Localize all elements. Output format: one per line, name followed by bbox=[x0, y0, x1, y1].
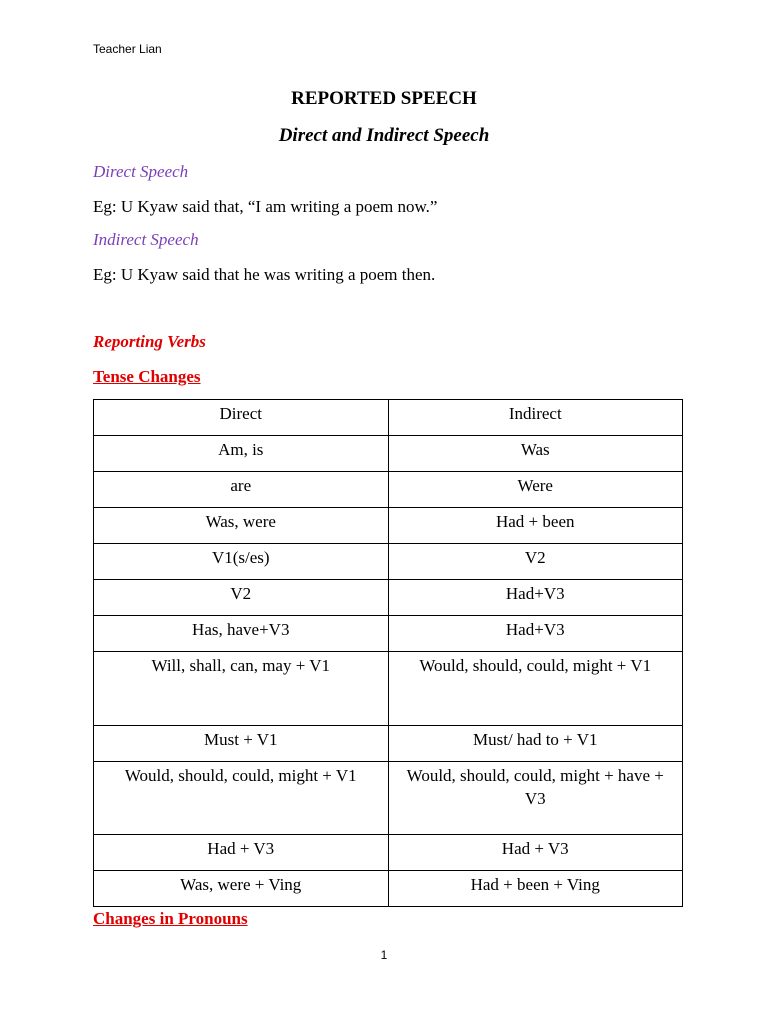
table-row bbox=[94, 436, 683, 472]
table-row bbox=[94, 472, 683, 508]
table-cell-direct: are bbox=[94, 472, 389, 508]
table-cell-direct: Had + V3 bbox=[94, 835, 389, 871]
table-cell-indirect: Had+V3 bbox=[388, 580, 683, 616]
table-cell-direct: Was, were + Ving bbox=[94, 871, 389, 907]
page-number: 1 bbox=[380, 948, 388, 962]
header-note: Teacher Lian bbox=[93, 42, 162, 56]
table-cell-indirect: Was bbox=[388, 436, 683, 472]
table-row bbox=[94, 726, 683, 762]
table-cell-indirect: V2 bbox=[388, 544, 683, 580]
table-cell-direct: Will, shall, can, may + V1 bbox=[94, 652, 389, 726]
tense-changes-table bbox=[93, 399, 683, 907]
page-title: REPORTED SPEECH bbox=[291, 88, 477, 109]
table-cell-direct: Must + V1 bbox=[94, 726, 389, 762]
table-row bbox=[94, 580, 683, 616]
table-header-row bbox=[94, 400, 683, 436]
tense-changes-heading: Tense Changes bbox=[93, 367, 201, 386]
table-header-cell: Indirect bbox=[388, 400, 683, 436]
table-cell-indirect: Would, should, could, might + have + V3 bbox=[388, 762, 683, 835]
table-header-cell: Direct bbox=[94, 400, 389, 436]
table-cell-direct: Was, were bbox=[94, 508, 389, 544]
pronoun-changes-heading: Changes in Pronouns bbox=[93, 909, 248, 928]
table-row bbox=[94, 508, 683, 544]
table-row bbox=[94, 835, 683, 871]
indirect-speech-example: Eg: U Kyaw said that he was writing a poem then. bbox=[93, 265, 436, 284]
table-cell-direct: Am, is bbox=[94, 436, 389, 472]
page-subtitle: Direct and Indirect Speech bbox=[278, 125, 490, 146]
direct-speech-label: Direct Speech bbox=[93, 162, 189, 181]
table-cell-direct: V2 bbox=[94, 580, 389, 616]
table-cell-indirect: Had + V3 bbox=[388, 835, 683, 871]
table-cell-indirect: Had + been + Ving bbox=[388, 871, 683, 907]
table-row bbox=[94, 544, 683, 580]
table-cell-indirect: Had+V3 bbox=[388, 616, 683, 652]
table-cell-indirect: Would, should, could, might + V1 bbox=[388, 652, 683, 726]
table-cell-direct: Would, should, could, might + V1 bbox=[94, 762, 389, 835]
table-row bbox=[94, 652, 683, 726]
indirect-speech-label: Indirect Speech bbox=[93, 230, 199, 249]
table-cell-indirect: Must/ had to + V1 bbox=[388, 726, 683, 762]
reporting-verbs-heading: Reporting Verbs bbox=[93, 332, 206, 351]
table-row bbox=[94, 762, 683, 835]
table-row bbox=[94, 616, 683, 652]
table-cell-indirect: Were bbox=[388, 472, 683, 508]
table-cell-indirect: Had + been bbox=[388, 508, 683, 544]
direct-speech-example: Eg: U Kyaw said that, “I am writing a poem now.” bbox=[93, 197, 438, 216]
table-cell-direct: V1(s/es) bbox=[94, 544, 389, 580]
table-cell-direct: Has, have+V3 bbox=[94, 616, 389, 652]
table-row bbox=[94, 871, 683, 907]
